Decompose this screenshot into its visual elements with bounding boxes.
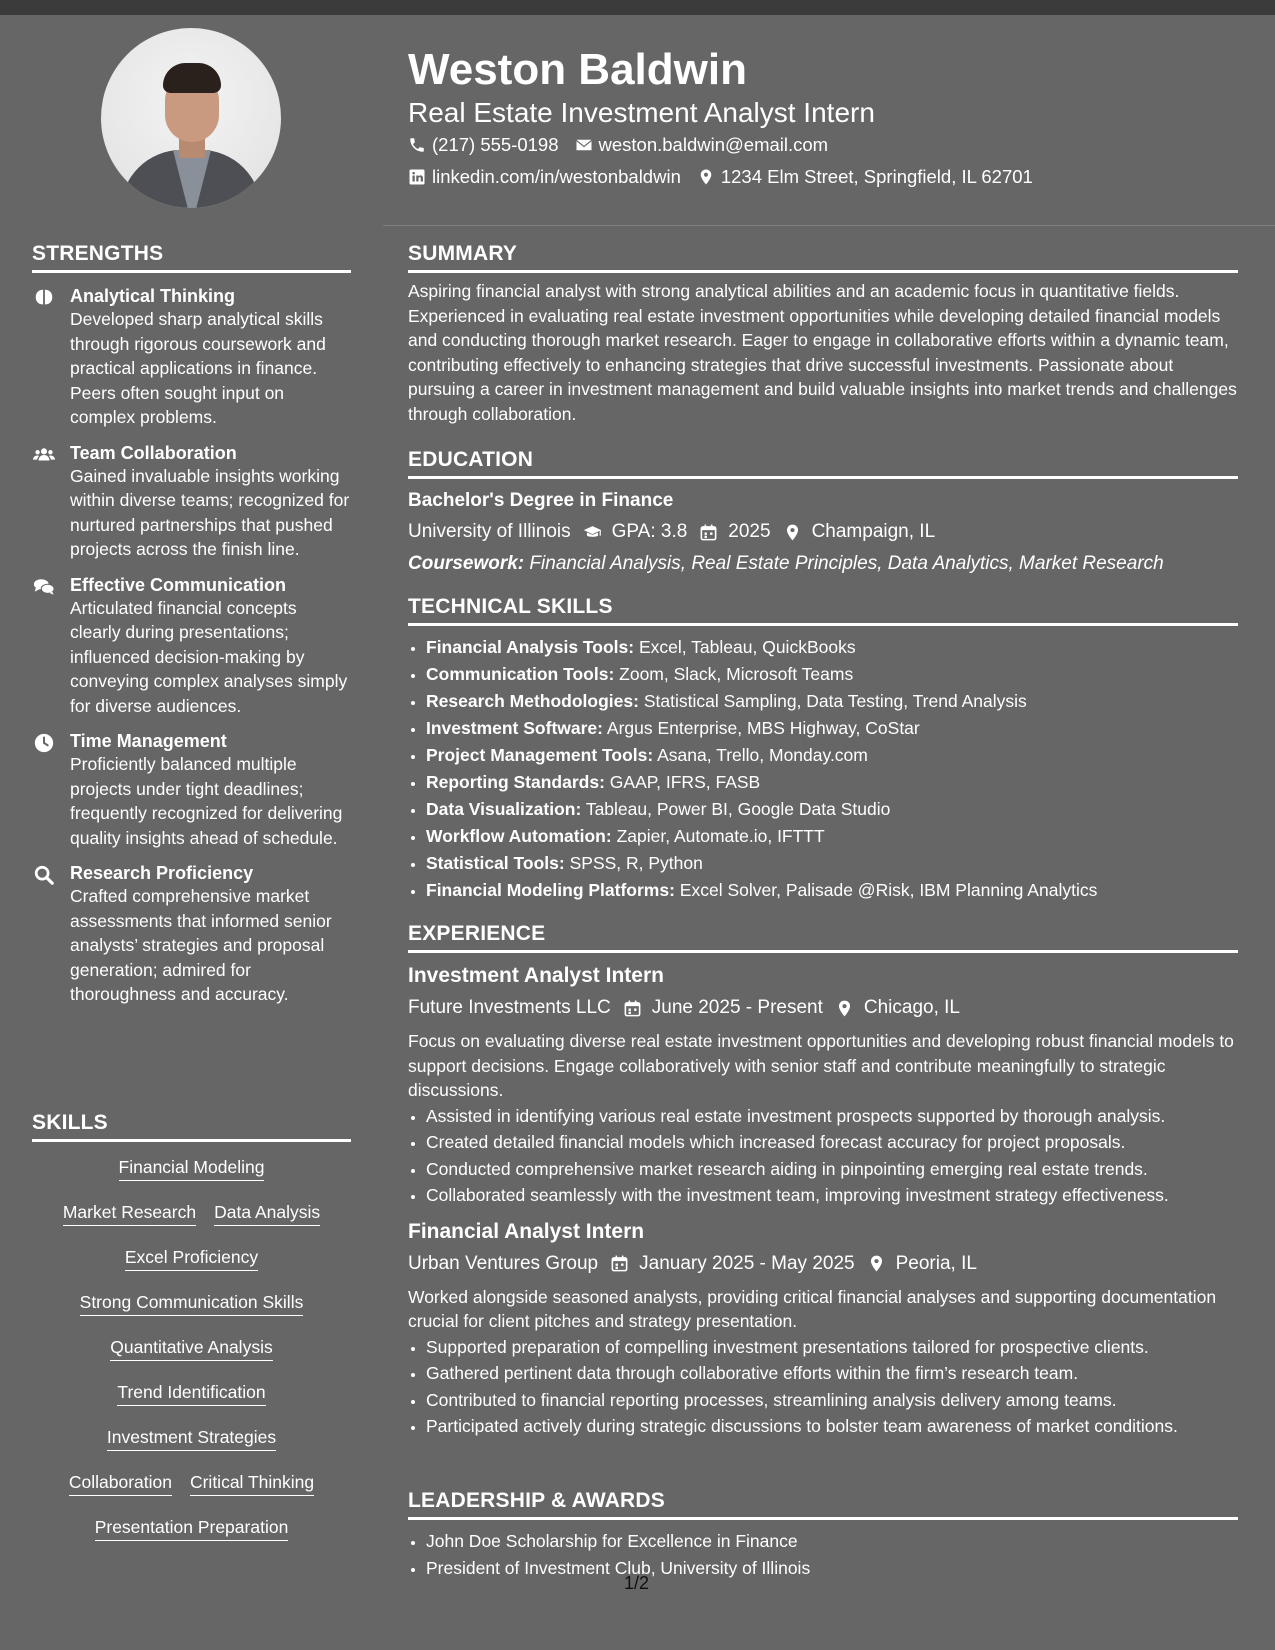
coursework bbox=[408, 551, 1238, 577]
job-dates: January 2025 - May 2025 bbox=[639, 1252, 855, 1274]
job-meta bbox=[408, 1251, 1238, 1277]
tech-skill-value: Asana, Trello, Monday.com bbox=[657, 745, 868, 765]
tech-skill-value: GAAP, IFRS, FASB bbox=[609, 772, 761, 792]
job-bullets bbox=[408, 1103, 1238, 1209]
job-entry-title: Investment Analyst Intern bbox=[408, 964, 664, 987]
phone-text: (217) 555-0198 bbox=[432, 134, 559, 155]
list-item: • Gathered pertinent data through collaborative efforts within the firm’s research team. bbox=[426, 1360, 1238, 1387]
strength-title: Effective Communication bbox=[70, 574, 287, 595]
strength-item bbox=[32, 730, 351, 850]
job-title: Real Estate Investment Analyst Intern bbox=[408, 97, 875, 128]
degree: Bachelor's Degree in Finance bbox=[408, 490, 674, 511]
job-location: Peoria, IL bbox=[895, 1252, 977, 1274]
coursework-label: Coursework: bbox=[408, 553, 525, 574]
top-bar bbox=[0, 0, 1275, 15]
tech-skill-label: Statistical Tools: bbox=[426, 853, 565, 873]
email-text: weston.baldwin@email.com bbox=[598, 134, 829, 155]
list-item: • John Doe Scholarship for Excellence in Finance bbox=[426, 1528, 1238, 1555]
page-number: 1/2 bbox=[624, 1573, 650, 1593]
comments-icon bbox=[32, 576, 56, 598]
summary-text: Aspiring financial analyst with strong analytical abilities and an academic focus in quantitative fields. Experienced in evaluating real estate investment opportunities while developing detailed financial models and conducting thorough market research. Eager to engage in collaborative efforts within a dynamic team, contributing effectively to enhancing strategies that drive successful investments. Passionate about pursuing a career in investment management and build valuable insights into market trends and challenges through collaboration. bbox=[408, 281, 1237, 424]
envelope-icon bbox=[575, 136, 593, 154]
contact-row-2 bbox=[408, 166, 1033, 188]
job-summary: Focus on evaluating diverse real estate investment opportunities and developing robust financial models to support decisions. Engage collaboratively with senior staff and contribute meaningfully to strategic discussions. bbox=[408, 1031, 1234, 1100]
phone bbox=[408, 134, 559, 156]
list-item bbox=[426, 715, 1238, 742]
strength-item bbox=[32, 285, 351, 430]
clock-icon bbox=[32, 732, 56, 754]
coursework-list: Financial Analysis, Real Estate Principles, Data Analytics, Market Research bbox=[529, 553, 1164, 574]
brain-icon bbox=[32, 287, 56, 309]
profile-photo bbox=[101, 28, 281, 208]
list-item: • Collaborated seamlessly with the investment team, improving investment strategy effectiveness. bbox=[426, 1182, 1238, 1209]
strength-title: Research Proficiency bbox=[70, 863, 254, 883]
users-icon bbox=[32, 444, 56, 466]
graduation-year: 2025 bbox=[728, 521, 771, 542]
skill-chip: Critical Thinking bbox=[190, 1471, 314, 1496]
tech-skill-value: Argus Enterprise, MBS Highway, CoStar bbox=[606, 718, 920, 738]
education-meta bbox=[408, 519, 1238, 545]
list-item: • President of Investment Club, University of Illinois bbox=[426, 1555, 1238, 1582]
school: University of Illinois bbox=[408, 521, 571, 542]
list-item bbox=[426, 634, 1238, 661]
experience-heading: EXPERIENCE bbox=[408, 922, 1238, 953]
list-item bbox=[426, 796, 1238, 823]
strength-desc: Crafted comprehensive market assessments that informed senior analysts’ strategies and proposal generation; admired for thoroughness and accuracy. bbox=[70, 886, 332, 1004]
strength-desc: Gained invaluable insights working within diverse teams; recognized for nurtured partnerships that pushed projects across the finish line. bbox=[70, 465, 350, 559]
strengths-section bbox=[32, 242, 351, 1007]
job-entry bbox=[408, 1219, 1238, 1440]
strength-item bbox=[32, 442, 351, 562]
calendar-icon bbox=[623, 999, 642, 1018]
tech-skill-label: Financial Analysis Tools: bbox=[426, 637, 635, 657]
strength-desc: Proficiently balanced multiple projects under tight deadlines; frequently recognized for delivering quality insights ahead of schedule. bbox=[70, 754, 343, 848]
list-item bbox=[426, 877, 1238, 904]
gpa: GPA: 3.8 bbox=[611, 521, 688, 542]
skill-chip: Presentation Preparation bbox=[95, 1516, 289, 1541]
strength-desc: Articulated financial concepts clearly during presentations; influenced decision-making by conveying complex analyses simply for diverse audiences. bbox=[70, 597, 348, 716]
location-pin-icon bbox=[835, 999, 854, 1018]
job-entry-title: Financial Analyst Intern bbox=[408, 1219, 645, 1243]
search-icon bbox=[32, 864, 56, 886]
tech-skill-value: Excel, Tableau, QuickBooks bbox=[638, 637, 856, 657]
skills-section bbox=[32, 1111, 351, 1561]
company: Urban Ventures Group bbox=[408, 1252, 599, 1274]
skills-list bbox=[32, 1156, 351, 1561]
job-bullets bbox=[408, 1334, 1238, 1440]
skill-chip: Financial Modeling bbox=[119, 1156, 265, 1181]
tech-skill-label: Data Visualization: bbox=[426, 799, 582, 819]
list-item bbox=[426, 688, 1238, 715]
list-item bbox=[426, 661, 1238, 688]
list-item: • Conducted comprehensive market research aiding in pinpointing emerging real estate trends. bbox=[426, 1156, 1238, 1183]
list-item bbox=[426, 742, 1238, 769]
location-pin-icon bbox=[697, 168, 715, 186]
education-section bbox=[408, 448, 1238, 577]
tech-skill-label: Investment Software: bbox=[426, 718, 603, 738]
email[interactable] bbox=[575, 134, 829, 156]
address bbox=[697, 166, 1033, 188]
tech-skill-value: SPSS, R, Python bbox=[569, 853, 703, 873]
technical-skills-section bbox=[408, 595, 1238, 904]
summary-heading: SUMMARY bbox=[408, 242, 1238, 273]
linkedin-icon bbox=[408, 168, 426, 186]
skill-chip: Excel Proficiency bbox=[125, 1246, 258, 1271]
tech-skill-value: Zoom, Slack, Microsoft Teams bbox=[619, 664, 854, 684]
list-item bbox=[426, 769, 1238, 796]
strengths-heading: STRENGTHS bbox=[32, 242, 351, 273]
contact-row-1 bbox=[408, 134, 828, 156]
skill-chip: Collaboration bbox=[69, 1471, 172, 1496]
job-summary: Worked alongside seasoned analysts, providing critical financial analyses and supporting documentation crucial for client pitches and strategy presentation. bbox=[408, 1286, 1217, 1331]
job-meta bbox=[408, 995, 1238, 1021]
list-item: • Supported preparation of compelling investment presentations tailored for prospective clients. bbox=[426, 1334, 1238, 1361]
location-pin-icon bbox=[783, 523, 802, 542]
awards-list bbox=[408, 1528, 1238, 1582]
skills-heading: SKILLS bbox=[32, 1111, 351, 1142]
strength-title: Time Management bbox=[70, 731, 227, 751]
phone-icon bbox=[408, 136, 426, 154]
tech-skill-label: Workflow Automation: bbox=[426, 826, 612, 846]
tech-skill-label: Research Methodologies: bbox=[426, 691, 639, 711]
calendar-icon bbox=[610, 1254, 629, 1273]
education-heading: EDUCATION bbox=[408, 448, 1238, 479]
location-pin-icon bbox=[867, 1254, 886, 1273]
job-entry bbox=[408, 963, 1238, 1209]
tech-skill-label: Reporting Standards: bbox=[426, 772, 605, 792]
calendar-icon bbox=[699, 523, 718, 542]
list-item: • Created detailed financial models which increased forecast accuracy for project proposals. bbox=[426, 1129, 1238, 1156]
strength-title: Team Collaboration bbox=[70, 442, 237, 463]
awards-section bbox=[408, 1489, 1238, 1582]
company: Future Investments LLC bbox=[408, 997, 611, 1018]
strength-desc: Developed sharp analytical skills through rigorous coursework and practical applications in finance. Peers often sought input on complex problems. bbox=[70, 309, 326, 427]
address-text: 1234 Elm Street, Springfield, IL 62701 bbox=[720, 166, 1033, 187]
strength-title: Analytical Thinking bbox=[70, 286, 236, 306]
list-item: • Participated actively during strategic discussions to bolster team awareness of market conditions. bbox=[426, 1413, 1238, 1440]
experience-section bbox=[408, 922, 1238, 1440]
graduation-cap-icon bbox=[583, 523, 602, 542]
skill-chip: Trend Identification bbox=[117, 1381, 265, 1406]
list-item: • Contributed to financial reporting processes, streamlining analysis delivery among teams. bbox=[426, 1387, 1238, 1414]
tech-skill-value: Statistical Sampling, Data Testing, Trend Analysis bbox=[643, 691, 1027, 711]
list-item: • Assisted in identifying various real estate investment prospects supported by thorough analysis. bbox=[426, 1103, 1238, 1130]
candidate-name: Weston Baldwin bbox=[408, 45, 747, 94]
linkedin[interactable] bbox=[408, 166, 681, 188]
skill-chip: Data Analysis bbox=[214, 1201, 320, 1226]
technical-skills-list bbox=[408, 634, 1238, 904]
skill-chip: Quantitative Analysis bbox=[110, 1336, 272, 1361]
linkedin-text: linkedin.com/in/westonbaldwin bbox=[432, 166, 681, 187]
summary-section bbox=[408, 242, 1238, 426]
skill-chip: Strong Communication Skills bbox=[80, 1291, 304, 1316]
skill-chip: Investment Strategies bbox=[107, 1426, 276, 1451]
job-location: Chicago, IL bbox=[863, 997, 961, 1018]
skill-chip: Market Research bbox=[63, 1201, 196, 1226]
education-location: Champaign, IL bbox=[811, 521, 936, 542]
tech-skill-value: Zapier, Automate.io, IFTTT bbox=[616, 826, 825, 846]
tech-skill-value: Excel Solver, Palisade @Risk, IBM Planning Analytics bbox=[679, 880, 1098, 900]
tech-skill-label: Financial Modeling Platforms: bbox=[426, 880, 675, 900]
strength-item bbox=[32, 862, 351, 1007]
tech-skill-label: Project Management Tools: bbox=[426, 745, 654, 765]
awards-heading: LEADERSHIP & AWARDS bbox=[408, 1489, 1238, 1520]
list-item bbox=[426, 823, 1238, 850]
tech-skill-label: Communication Tools: bbox=[426, 664, 615, 684]
strength-item bbox=[32, 574, 351, 719]
job-dates: June 2025 - Present bbox=[651, 997, 823, 1018]
technical-skills-heading: TECHNICAL SKILLS bbox=[408, 595, 1238, 626]
list-item bbox=[426, 850, 1238, 877]
tech-skill-value: Tableau, Power BI, Google Data Studio bbox=[585, 799, 891, 819]
header-divider bbox=[383, 225, 1275, 226]
